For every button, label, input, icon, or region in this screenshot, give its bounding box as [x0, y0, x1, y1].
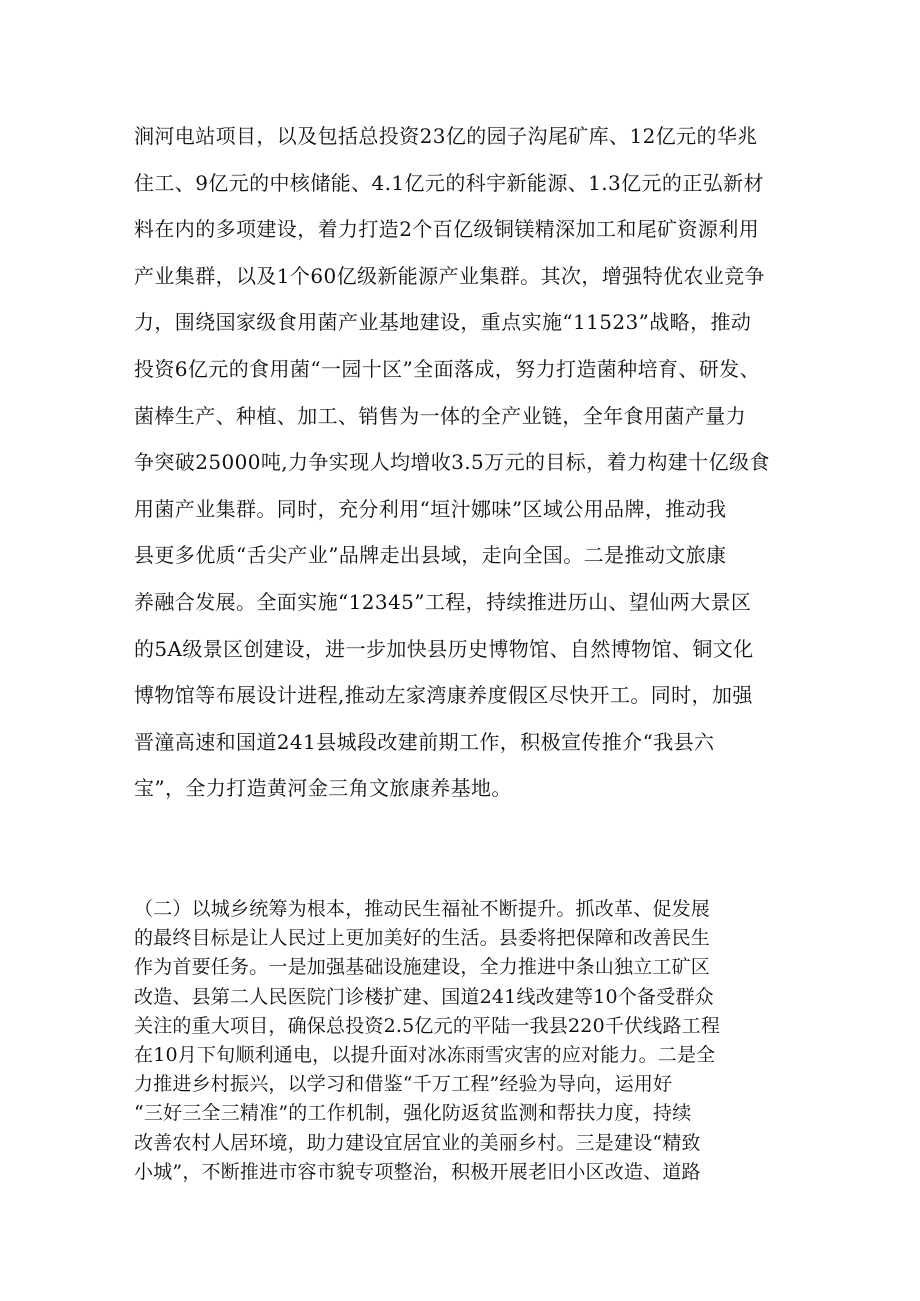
text-line: 料在内的多项建设，着力打造2个百亿级铜镁精深加工和尾矿资源利用: [134, 217, 760, 242]
text-line: 宝”，全力打造黄河金三角文旅康养基地。: [134, 776, 512, 801]
paragraph-economy-culture-tourism: [134, 113, 794, 812]
text-line: 争突破25000吨,力争实现人均增收3.5万元的目标，着力构建十亿级食: [134, 450, 770, 475]
text-line: 关注的重大项目，确保总投资2.5亿元的平陆一我县220千伏线路工程: [134, 1014, 721, 1037]
text-line: 在10月下旬顺利通电，以提升面对冰冻雨雪灾害的应对能力。二是全: [134, 1043, 716, 1066]
text-line: （二）以城乡统筹为根本，推动民生福祉不断提升。抓改革、促发展: [134, 898, 711, 920]
text-line: 改善农村人居环境，助力建设宜居宜业的美丽乡村。三是建设“精致: [134, 1131, 701, 1154]
text-line: 产业集群，以及1个60亿级新能源产业集群。其次，增强特优农业竞争: [134, 263, 765, 288]
paragraph-urban-rural-livelihood: [134, 895, 794, 1187]
text-line: 改造、县第二人民医院门诊楼扩建、国道241线改建等10个备受群众: [134, 985, 714, 1008]
text-line: 作为首要任务。一是加强基础设施建设，全力推进中条山独立工矿区: [134, 956, 711, 979]
text-line: 力，围绕国家级食用菌产业基地建设，重点实施“11523”战略，推动: [134, 310, 752, 335]
text-line: 用菌产业集群。同时，充分利用“垣汁娜味”区域公用品牌，推动我: [134, 496, 727, 521]
text-line: 的最终目标是让人民过上更加美好的生活。县委将把保障和改善民生: [134, 927, 711, 950]
text-line: 博物馆等布展设计进程,推动左家湾康养度假区尽快开工。同时，加强: [134, 683, 753, 708]
text-line: 养融合发展。全面实施“12345”工程，持续推进历山、望仙两大景区: [134, 589, 752, 614]
text-line: 县更多优质“舌尖产业”品牌走出县域，走向全国。二是推动文旅康: [134, 543, 727, 568]
text-line: 菌棒生产、种植、加工、销售为一体的全产业链，全年食用菌产量力: [134, 403, 746, 428]
text-line: 的5A级景区创建设，进一步加快县历史博物馆、自然博物馆、铜文化: [134, 636, 754, 661]
text-line: 小城”，不断推进市容市貌专项整治，积极开展老旧小区改造、道路: [134, 1160, 701, 1183]
text-line: 力推进乡村振兴，以学习和借鉴“千万工程”经验为导向，运用好: [134, 1073, 673, 1096]
text-line: 晋潼高速和国道241县城段改建前期工作，积极宣传推介“我县六: [134, 729, 715, 754]
text-line: 投资6亿元的食用菌“一园十区”全面落成，努力打造菌种培育、研发、: [134, 356, 760, 381]
text-line: 住工、9亿元的中核储能、4.1亿元的科宇新能源、1.3亿元的正弘新材: [134, 170, 764, 195]
text-line: 涧河电站项目，以及包括总投资23亿的园子沟尾矿库、12亿元的华兆: [134, 124, 758, 148]
text-line: “三好三全三精准”的工作机制，强化防返贫监测和帮扶力度，持续: [134, 1102, 692, 1125]
